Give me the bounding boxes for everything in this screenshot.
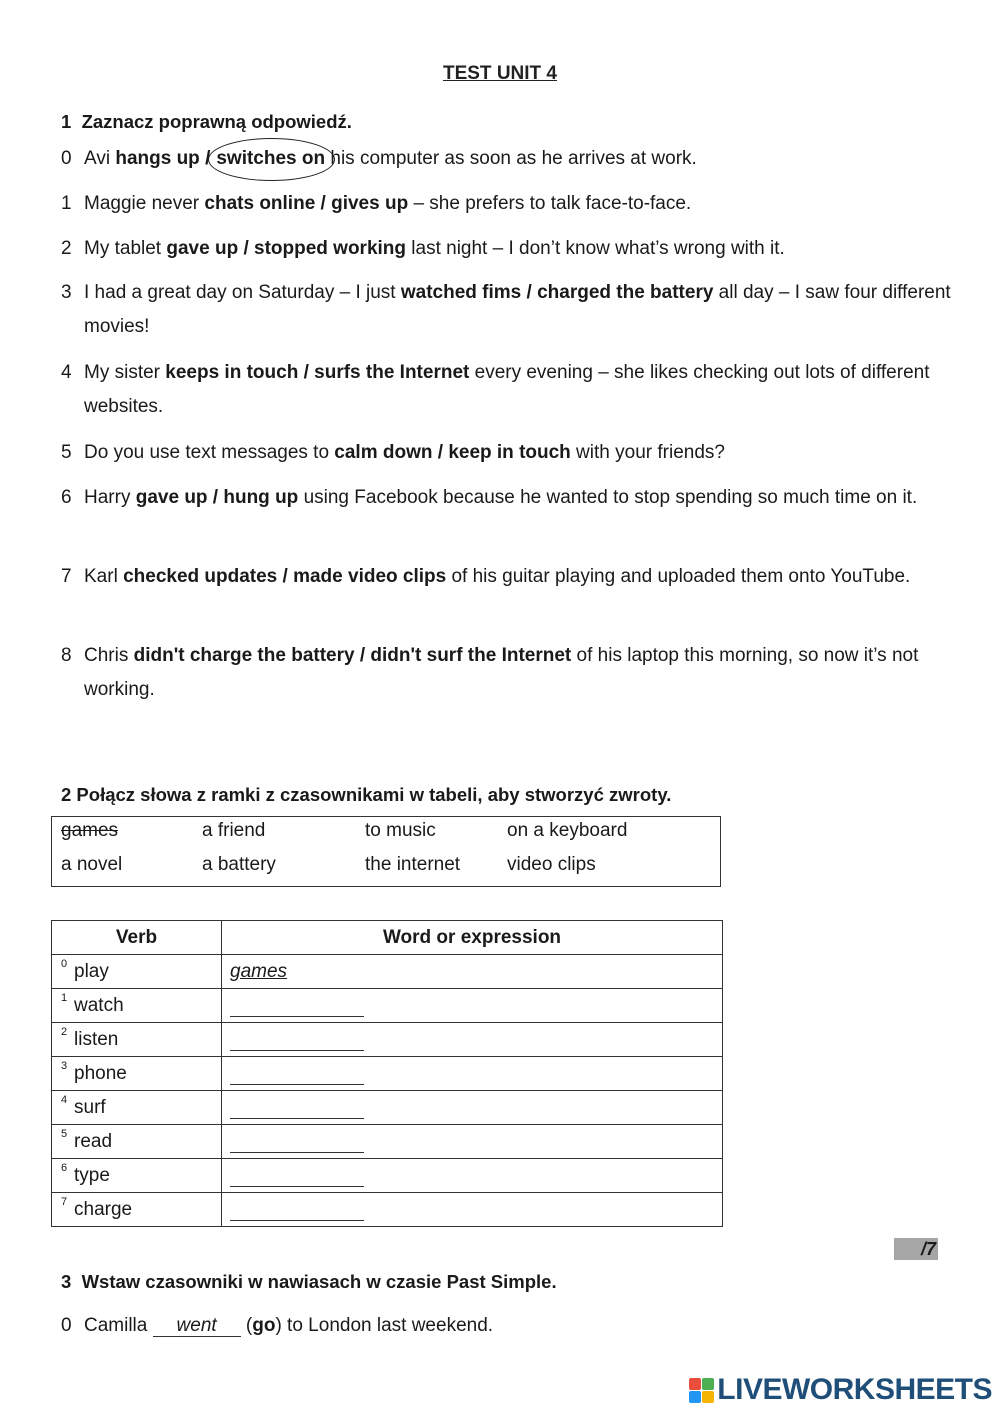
question-number: 3 [61,282,72,303]
verb-cell [52,1057,222,1091]
verb-text: phone [74,1062,127,1084]
question-number: 4 [61,362,72,383]
answer-field[interactable] [230,997,364,1017]
answer-cell [222,1125,723,1159]
question-number: 0 [61,148,72,169]
ex1-heading-text: Zaznacz poprawną odpowiedź. [81,111,352,132]
score-badge: /7 [894,1238,938,1260]
verb-text: charge [74,1198,133,1220]
table-row [52,989,723,1023]
question-text: of his laptop this morning, so now it’s not working. [84,645,919,700]
question-text: with your friends? [570,442,725,463]
question-text: Avi [84,148,116,169]
ex3-number: 3 [61,1271,72,1292]
table-row [52,1023,723,1057]
col-header-word: Word or expression [222,921,723,955]
verb-text: play [74,960,109,982]
question-text: of his guitar playing and uploaded them onto YouTube. [446,566,911,587]
question-item [84,436,954,470]
answer-choices[interactable]: checked updates / made video clips [123,566,447,587]
verb-cell [52,1159,222,1193]
verb-cell [52,1023,222,1057]
word-box-item: a friend [202,820,266,841]
example-answer: games [230,960,288,982]
answer-cell [222,955,723,989]
row-number: 3 [61,1060,68,1072]
ex2-heading: 2 Połącz słowa z ramki z czasownikami w tabeli, aby stworzyć zwroty. [61,784,672,805]
question-text: his computer as soon as he arrives at work. [325,148,697,169]
ex3-item [84,1315,493,1337]
answer-field[interactable] [230,1031,364,1051]
verb-cell [52,1125,222,1159]
answer-choices[interactable]: gave up / stopped working [166,238,407,259]
question-item [84,187,954,221]
word-box-item: the internet [365,854,461,875]
answer-cell [222,1057,723,1091]
table-row [52,1057,723,1091]
logo-icon [689,1378,714,1403]
row-number: 1 [61,992,68,1004]
question-number: 2 [61,238,72,259]
answer-cell [222,989,723,1023]
answer-option[interactable]: hangs up / [115,148,211,169]
question-text: My sister [84,362,166,383]
question-number: 1 [61,193,72,214]
verb-table [51,920,723,1227]
table-row [52,1159,723,1193]
ex1-number: 1 [61,111,72,132]
answer-cell [222,1091,723,1125]
ex1-heading [61,111,352,133]
question-text: last night – I don’t know what’s wrong with it. [406,238,785,259]
verb-text: type [74,1164,110,1186]
answer-choices[interactable]: chats online / gives up [204,193,409,214]
ex3-item-post: ) to London last weekend. [275,1315,494,1336]
table-row [52,955,723,989]
answer-choices[interactable]: watched fims / charged the battery [400,282,714,303]
question-item [84,639,954,707]
row-number: 7 [61,1196,68,1208]
verb-cell [52,989,222,1023]
answer-choices[interactable]: keeps in touch / surfs the Internet [165,362,470,383]
question-text: I had a great day on Saturday – I just [84,282,401,303]
verb-text: watch [74,994,124,1016]
answer-cell [222,1193,723,1227]
question-text: – she prefers to talk face-to-face. [408,193,692,214]
verb-cell [52,1193,222,1227]
table-row [52,1193,723,1227]
question-text: My tablet [84,238,167,259]
question-number: 6 [61,487,72,508]
row-number: 5 [61,1128,68,1140]
question-text: Karl [84,566,124,587]
word-box-item: a novel [61,854,123,875]
answer-choices[interactable]: gave up / hung up [135,487,299,508]
question-text: Do you use text messages to [84,442,335,463]
question-number: 5 [61,442,72,463]
question-number: 8 [61,645,72,666]
question-text: every evening – she likes checking out lots of different websites. [84,362,930,417]
answer-cell [222,1023,723,1057]
verb-text: read [74,1130,113,1152]
question-number: 7 [61,566,72,587]
verb-cell [52,1091,222,1125]
verb-text: surf [74,1096,106,1118]
logo-text: LIVEWORKSHEETS [717,1373,992,1406]
answer-field[interactable]: went [153,1316,241,1337]
question-item [84,142,954,176]
answer-field[interactable] [230,1133,364,1153]
row-number: 0 [61,958,68,970]
question-item [84,276,954,344]
row-number: 6 [61,1162,68,1174]
row-number: 4 [61,1094,68,1106]
answer-cell [222,1159,723,1193]
question-text: using Facebook because he wanted to stop spending so much time on it. [298,487,918,508]
ex3-verb: go [252,1315,276,1336]
answer-option-selected[interactable]: switches on [216,142,325,176]
row-number: 2 [61,1026,68,1038]
word-box-item: to music [365,820,436,841]
question-text: Chris [84,645,134,666]
col-header-verb: Verb [52,921,222,955]
question-item [84,560,954,594]
question-text: all day – I saw four different movies! [84,282,951,337]
question-text: Maggie never [84,193,205,214]
word-box-item: a battery [202,854,276,875]
question-text: Harry [84,487,136,508]
answer-choices[interactable]: didn't charge the battery / didn't surf the Internet [133,645,572,666]
answer-field[interactable] [230,1099,364,1119]
verb-cell [52,955,222,989]
answer-field[interactable] [230,1201,364,1221]
answer-field[interactable] [230,1065,364,1085]
ex3-bracket: ( [240,1315,253,1336]
question-item [84,481,954,515]
word-box-item: games [61,820,119,841]
ex3-heading-text: Wstaw czasowniki w nawiasach w czasie Past Simple. [81,1271,557,1292]
table-row [52,1125,723,1159]
word-box [51,816,721,887]
ex3-item-number: 0 [61,1315,72,1336]
question-item [84,232,954,266]
answer-field[interactable] [230,1167,364,1187]
answer-choices[interactable]: calm down / keep in touch [334,442,571,463]
verb-text: listen [74,1028,119,1050]
ex3-heading [61,1271,557,1293]
ex3-item-pre: Camilla [84,1315,153,1336]
word-box-item: video clips [507,854,596,875]
liveworksheets-logo[interactable] [689,1373,992,1407]
word-box-item: on a keyboard [507,820,628,841]
question-item [84,356,954,424]
table-row [52,1091,723,1125]
page-title: TEST UNIT 4 [442,63,557,84]
